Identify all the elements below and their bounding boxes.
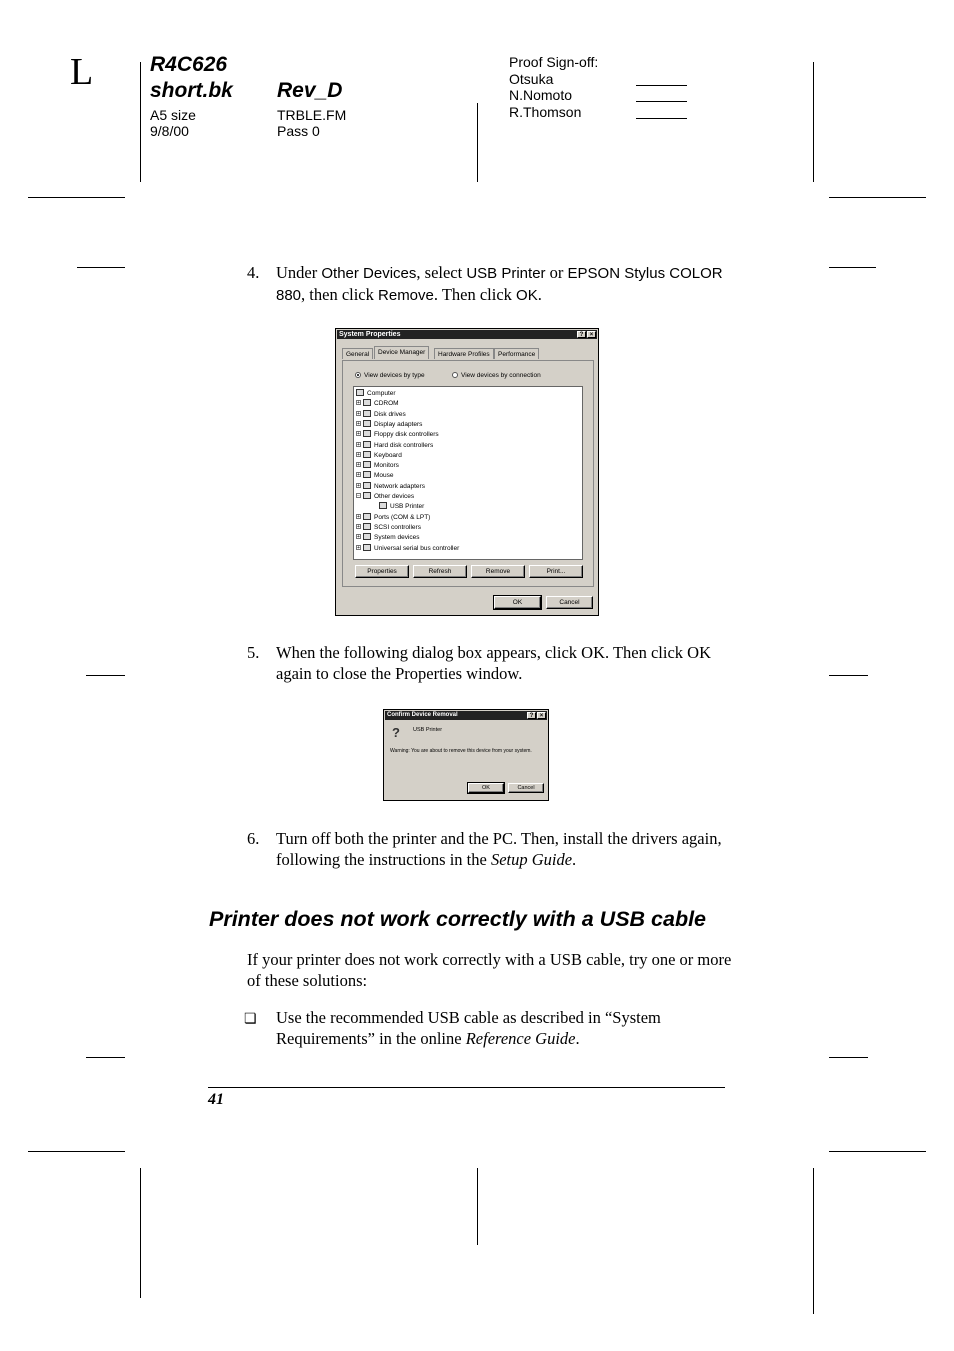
tree-item-network-adapters[interactable] — [356, 482, 425, 492]
radio-label: View devices by connection — [461, 372, 541, 379]
signoff-line-3 — [636, 118, 687, 119]
hard-disk-controller-icon — [363, 441, 371, 448]
step-text — [276, 263, 746, 306]
network-adapter-icon — [363, 482, 371, 489]
crop-mark — [86, 675, 125, 676]
signer-1: Otsuka — [509, 71, 554, 87]
crop-mark — [140, 1168, 141, 1298]
tab-device-manager[interactable]: Device Manager — [374, 346, 429, 359]
disk-drive-icon — [363, 410, 371, 417]
tree-item-system-devices[interactable] — [356, 533, 420, 543]
expand-icon[interactable]: + — [357, 410, 360, 417]
properties-button[interactable]: Properties — [355, 565, 409, 578]
tree-item-scsi-controllers[interactable] — [356, 523, 421, 533]
tree-label: Hard disk controllers — [374, 441, 434, 449]
section-intro: If your printer does not work correctly with a USB cable, try one or more of these solutions: — [247, 950, 732, 990]
step-text — [276, 829, 746, 870]
crop-mark — [829, 1151, 926, 1152]
cancel-button[interactable]: Cancel — [508, 783, 544, 793]
crop-mark — [28, 1151, 125, 1152]
doc-date: 9/8/00 — [150, 123, 189, 139]
print-button[interactable]: Print... — [529, 565, 583, 578]
display-adapter-icon — [363, 420, 371, 427]
port-icon — [363, 513, 371, 520]
step-number: 6. — [247, 829, 260, 848]
tree-label: Other devices — [374, 493, 415, 500]
radio-view-by-type[interactable] — [355, 372, 425, 380]
tab-performance[interactable]: Performance — [494, 348, 539, 359]
footer-rule — [208, 1087, 725, 1088]
radio-selected-icon — [355, 372, 361, 378]
floppy-controller-icon — [363, 430, 371, 437]
monitor-icon — [363, 461, 371, 468]
signer-2: N.Nomoto — [509, 87, 573, 103]
remove-button[interactable]: Remove — [471, 565, 525, 578]
step-number: 4. — [247, 263, 260, 282]
tree-item-disk-drives[interactable] — [356, 410, 406, 420]
confirm-device-removal-dialog — [383, 709, 549, 801]
book-name: short.bk — [150, 79, 233, 102]
tree-label: Display adapters — [374, 420, 423, 428]
expand-icon[interactable]: + — [357, 523, 360, 530]
radio-view-by-connection[interactable] — [452, 372, 541, 380]
tree-item-keyboard[interactable] — [356, 451, 402, 461]
cdrom-icon — [363, 399, 371, 406]
radio-label: View devices by type — [364, 372, 425, 379]
tree-item-other-devices[interactable] — [356, 492, 414, 502]
tree-label: Ports (COM & LPT) — [374, 513, 431, 521]
text-run: Turn off both the printer and the PC. Then, install the drivers again, following the instructions in the — [276, 829, 722, 869]
signer-3: R.Thomson — [509, 104, 582, 120]
question-mark-icon: ? — [392, 725, 400, 740]
step-text: When the following dialog box appears, click OK. Then click OK again to close the Properties window. — [276, 643, 711, 683]
text-run: or — [545, 263, 568, 282]
refresh-button[interactable]: Refresh — [413, 565, 467, 578]
tab-general[interactable]: General — [342, 348, 373, 359]
tree-label: SCSI controllers — [374, 523, 421, 531]
step-number: 5. — [247, 643, 260, 662]
radio-unselected-icon — [452, 372, 458, 378]
expand-icon[interactable]: + — [357, 400, 360, 407]
tree-label: Disk drives — [374, 410, 406, 418]
help-icon[interactable]: ? — [527, 712, 536, 719]
dialog-titlebar — [385, 711, 547, 720]
text-run: , then click — [301, 284, 379, 304]
guide-title: Reference Guide — [465, 1028, 576, 1048]
device-tree[interactable] — [353, 386, 583, 560]
tab-hardware-profiles[interactable]: Hardware Profiles — [434, 348, 494, 359]
system-device-icon — [363, 533, 371, 540]
ui-term: EPSON Stylus COLOR 880 — [276, 265, 723, 304]
expand-icon[interactable]: + — [357, 513, 360, 520]
crop-mark — [829, 1057, 868, 1058]
ui-term: USB Printer — [466, 265, 546, 282]
file-name: TRBLE.FM — [277, 107, 347, 123]
tree-label: Floppy disk controllers — [374, 431, 439, 439]
paper-size: A5 size — [150, 107, 196, 123]
expand-icon[interactable]: + — [357, 544, 360, 551]
text-run: Under — [276, 263, 322, 282]
expand-icon[interactable]: + — [357, 482, 360, 489]
help-icon[interactable]: ? — [577, 331, 586, 338]
collapse-icon[interactable]: − — [357, 493, 360, 499]
tree-item-display-adapters[interactable] — [356, 420, 422, 430]
tree-label: Computer — [367, 390, 396, 397]
side-letter: L — [70, 51, 94, 93]
warning-text: Warning: You are about to remove this device from your system. — [390, 748, 532, 754]
tree-item-monitors[interactable] — [356, 461, 399, 471]
header-rule-right — [813, 62, 814, 182]
dialog-titlebar — [337, 330, 597, 339]
tree-item-hard-disk-controllers[interactable] — [356, 441, 433, 451]
dialog-title: System Properties — [339, 331, 401, 338]
crop-mark — [28, 197, 125, 198]
tree-label: Monitors — [374, 462, 399, 470]
expand-icon[interactable]: + — [357, 534, 360, 541]
header-rule-left — [140, 62, 141, 182]
close-icon[interactable]: × — [537, 712, 546, 719]
header-rule-mid — [477, 103, 478, 182]
tree-item-ports[interactable] — [356, 513, 430, 523]
crop-mark — [77, 267, 125, 268]
bullet-text — [276, 1008, 746, 1049]
model-code: R4C626 — [150, 53, 228, 76]
tree-label: CDROM — [374, 400, 399, 408]
crop-mark — [86, 1057, 125, 1058]
tree-item-floppy-controllers[interactable] — [356, 430, 439, 440]
tree-item-computer[interactable] — [356, 389, 396, 399]
checkbox-bullet-icon: ❏ — [244, 1010, 257, 1026]
system-properties-dialog — [335, 328, 599, 616]
ui-term: Other Devices — [321, 265, 417, 282]
text-run: . — [575, 1028, 580, 1048]
crop-mark — [477, 1168, 478, 1245]
computer-icon — [356, 389, 364, 396]
device-manager-panel — [342, 360, 594, 587]
tree-label: USB Printer — [390, 503, 425, 511]
close-icon[interactable]: × — [587, 331, 596, 338]
text-run: Use the recommended USB cable as described in “System Requirements” in the online — [276, 1008, 661, 1048]
text-run: . — [537, 284, 542, 304]
tree-label: Network adapters — [374, 482, 425, 490]
question-mark-icon — [379, 502, 387, 509]
proof-signoff-label: Proof Sign-off: — [509, 54, 599, 70]
crop-mark — [829, 197, 926, 198]
tree-item-cdrom[interactable] — [356, 399, 399, 409]
scsi-controller-icon — [363, 523, 371, 530]
signoff-line-2 — [636, 101, 687, 102]
expand-icon[interactable]: + — [357, 451, 360, 458]
text-run: , select — [416, 263, 467, 282]
tree-label: System devices — [374, 534, 420, 542]
signoff-line-1 — [636, 85, 687, 86]
tree-item-usb-printer[interactable] — [379, 502, 424, 512]
device-name: USB Printer — [413, 727, 443, 733]
guide-title: Setup Guide — [490, 849, 573, 869]
keyboard-icon — [363, 451, 371, 458]
tree-label: Keyboard — [374, 451, 402, 459]
expand-icon[interactable]: + — [357, 420, 360, 427]
text-run: . — [572, 849, 577, 869]
question-mark-icon — [363, 492, 371, 499]
tree-item-usb-controller[interactable] — [356, 544, 459, 554]
usb-controller-icon — [363, 544, 371, 551]
tree-label: Mouse — [374, 472, 394, 480]
ok-button[interactable]: OK — [468, 783, 504, 793]
crop-mark — [813, 1168, 814, 1314]
cancel-button[interactable]: Cancel — [546, 596, 593, 609]
expand-icon[interactable]: + — [357, 441, 360, 448]
expand-icon[interactable]: + — [357, 462, 360, 469]
crop-mark — [829, 267, 876, 268]
mouse-icon — [363, 471, 371, 478]
dialog-title: Confirm Device Removal — [387, 712, 458, 718]
page-number: 41 — [208, 1091, 224, 1108]
ui-term: Remove — [378, 286, 434, 304]
pass-number: Pass 0 — [277, 123, 320, 139]
text-run: . Then click — [433, 284, 517, 304]
ok-button[interactable]: OK — [494, 596, 541, 609]
crop-mark — [829, 675, 868, 676]
section-heading: Printer does not work correctly with a USB cable — [209, 907, 707, 931]
tree-label: Universal serial bus controller — [374, 544, 460, 552]
expand-icon[interactable]: + — [357, 431, 360, 438]
expand-icon[interactable]: + — [357, 472, 360, 479]
revision: Rev_D — [277, 79, 343, 102]
tree-item-mouse[interactable] — [356, 471, 394, 481]
ui-term: OK — [516, 286, 538, 304]
